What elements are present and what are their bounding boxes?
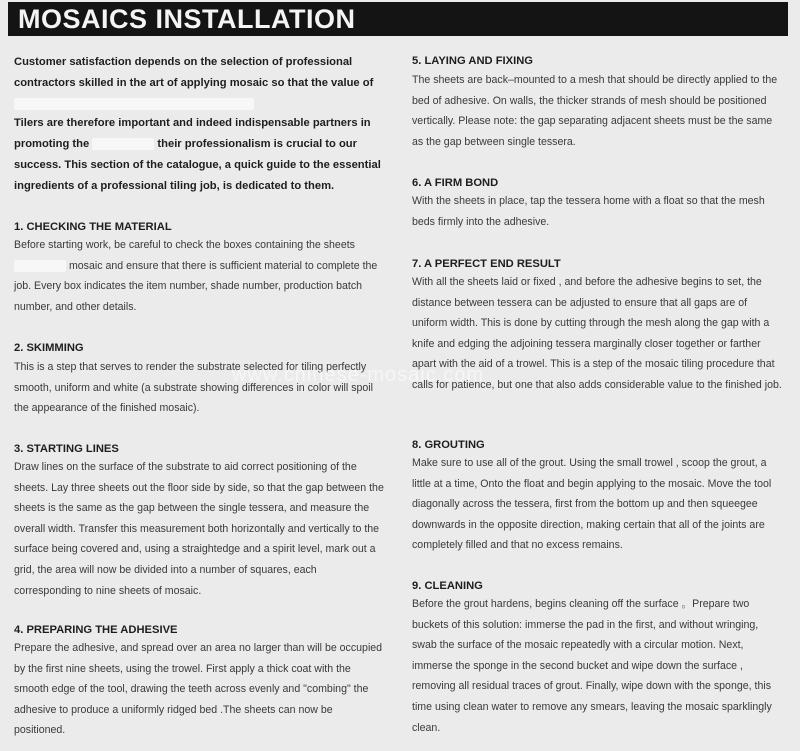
redacted-block <box>14 98 254 110</box>
page-title: MOSAICS INSTALLATION <box>18 4 356 34</box>
section-body: Draw lines on the surface of the substrate to aid correct positioning of the sheets. Lay three sheets out the floor side by side, so that the gap between the sheets is the same as the gap between the single tessera, and measure the overall width. Transfer this measurement both horizontally and vertically to the surface being covered and, using a straightedge and a spirit level, mark out a grid, the area will now be divided into a number of squares, each corresponding to nine sheets of mosaic. <box>14 461 384 597</box>
section-text: mosaic and ensure that there is sufficient material to complete the job. Every box indicates the item number, shade number, production batch number, and other details. <box>14 259 378 313</box>
section-heading: 7. A PERFECT END RESULT <box>412 258 561 270</box>
section-heading: 5. LAYING AND FIXING <box>412 55 534 67</box>
redacted-block <box>92 138 154 150</box>
section-heading: 3. STARTING LINES <box>14 443 119 455</box>
intro-paragraph-2 <box>14 113 386 197</box>
section-text: Before starting work, be careful to check the boxes containing the sheets <box>14 239 355 251</box>
section-body: With the sheets in place, tap the tessera home with a float so that the mesh beds firmly into the adhesive. <box>412 195 765 228</box>
section-body: Before the grout hardens, begins cleaning off the surface 。Prepare two buckets of this solution: immerse the pad in the first, and without wringing, swab the surface of the mosaic repeatedly with a circular motion. Next, immerse the sponge in the second bucket and wipe down the surface , removing all residual traces of grout. Finally, wipe down with the sponge, this time using clean water to remove any smears, leaving the mosaic sparklingly clean. <box>412 598 772 734</box>
section-body: This is a step that serves to render the substrate selected for tiling perfectly smooth, uniform and white (a substrate showing differences in color will spoil the appearance of the finished mosaic). <box>14 361 373 415</box>
section-heading: 8. GROUTING <box>412 439 485 451</box>
section-body: Make sure to use all of the grout. Using the small trowel , scoop the grout, a little at a time, Onto the float and begin applying to the mosaic. Move the tool diagonally across the tessera, first from the bottom up and then squeegee downwards in the opposite direction, making certain that all of the joints are completely filled and that no excess remains. <box>412 457 772 552</box>
intro-text-2a: Tilers are therefore important and indeed indispensable partners in promoting the <box>14 117 371 150</box>
title-banner <box>8 2 788 36</box>
section-body: With all the sheets laid or fixed , and before the adhesive begins to set, the distance between tessera can be adjusted to ensure that all gaps are of uniform width. This is done by cutting through the mesh along the gap with a knife and edging the adjoining tessera marginally closer together or farther apart with the aid of a trowel. This is a step of the mosaic tiling procedure that calls for patience, but one that also adds considerable value to the finished job. <box>412 276 782 391</box>
section-heading: 2. SKIMMING <box>14 342 84 354</box>
section-heading: 6. A FIRM BOND <box>412 177 499 189</box>
intro-paragraph-1 <box>14 52 386 115</box>
section-heading: 1. CHECKING THE MATERIAL <box>14 221 172 233</box>
redacted-block <box>14 260 66 272</box>
section-body: Prepare the adhesive, and spread over an area no larger than will be occupied by the first nine sheets, using the trowel. First apply a thick coat with the smooth edge of the tool, drawing the teeth across evenly and "combing" the adhesive to produce a uniformly ridged bed .The sheets can now be positioned. <box>14 642 383 737</box>
watermark-text: www.chinese-mosaic.com <box>232 364 485 386</box>
intro-text-2b: their professionalism is crucial to our success. This section of the catalogue, a quick guide to the essential ingredients of a professional tiling job, is dedicated to them. <box>14 138 381 192</box>
intro-text-1: Customer satisfaction depends on the selection of professional contractors skilled in the art of applying mosaic so that the value of <box>14 56 374 89</box>
section-body <box>14 235 386 317</box>
section-heading: 9. CLEANING <box>412 580 483 592</box>
section-body: The sheets are back–mounted to a mesh that should be directly applied to the bed of adhesive. On walls, the thicker strands of mesh should be positioned vertically. Please note: the gap separating adjacent sheets must be the same as the gap between single tessera. <box>412 74 778 148</box>
section-heading: 4. PREPARING THE ADHESIVE <box>14 624 178 636</box>
